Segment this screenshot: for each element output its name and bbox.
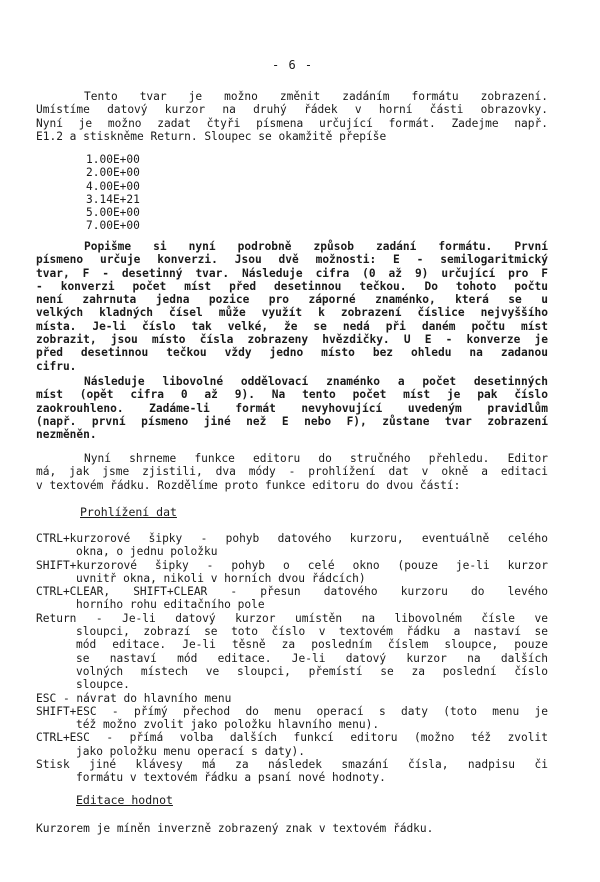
list-item <box>36 559 548 586</box>
list-item <box>36 731 548 758</box>
value-item: 3.14E+21 <box>86 192 140 206</box>
paragraph-decimal-places <box>36 375 548 441</box>
text-line: Popišme si nyní podrobně způsob zadání formátu. První <box>84 240 548 253</box>
list-item <box>36 532 548 559</box>
value-item: 7.00E+00 <box>86 219 140 233</box>
text-line: - konverzi počet míst před desetinnou tečkou. Do tohoto počtu <box>36 279 548 293</box>
text-line: míst (opět cifra 0 až 9). Na tento počet míst je pak číslo <box>36 388 548 402</box>
item-continuation: sloupce. <box>76 678 130 692</box>
value-item: 2.00E+00 <box>86 166 140 180</box>
text-line: cifru. <box>36 359 77 373</box>
section-heading-editing: Editace hodnot <box>76 793 173 807</box>
item-first-line: Return - Je-li datový kurzor umístěn na libovolném čísle ve <box>36 611 548 625</box>
value-item: 5.00E+00 <box>86 206 140 220</box>
item-continuation: též možno zvolit jako položku hlavního menu). <box>76 718 380 732</box>
item-first-line: SHIFT+ESC - přímý přechod do menu operací s daty (toto menu je <box>36 704 548 718</box>
text-line: místa. Je-li číslo tak velké, že se nedá při daném počtu míst <box>36 319 548 333</box>
value-column <box>86 153 140 233</box>
item-continuation: uvnitř okna, nikoli v horních dvou řádcích) <box>76 571 366 585</box>
paragraph-editor-summary <box>36 452 548 492</box>
key-function-list <box>36 532 548 785</box>
text-line: má, jak jsme zjistili, dva módy - prohlížení dat v okně a editaci <box>36 465 548 479</box>
item-continuation: horního rohu editačního pole <box>76 598 265 612</box>
value-item: 1.00E+00 <box>86 153 140 166</box>
list-item <box>36 705 548 732</box>
item-continuation: se nastaví mód editace. Je-li datový kurzor na dalších <box>76 651 548 665</box>
text-line: Umístíme datový kurzor na druhý řádek v horní části obrazovky. <box>36 103 548 117</box>
text-line: není zahrnuta jedna pozice pro záporné znaménko, která se u <box>36 293 548 307</box>
text-line: před desetinnou tečkou vždy jedno místo bez ohledu na zadanou <box>36 346 548 360</box>
item-continuation: okna, o jednu položku <box>76 545 218 559</box>
text-line: Tento tvar je možno změnit zadáním formátu zobrazení. <box>84 90 548 103</box>
text-line: zaokrouhleno. Zadáme-li formát nevyhovující uvedeným pravidlům <box>36 401 548 415</box>
text-line: zobrazit, jsou místo čísla zobrazeny hvězdičky. U E - konverze je <box>36 333 548 347</box>
list-item <box>36 585 548 612</box>
list-item <box>36 758 548 785</box>
paragraph-cursor-note <box>36 822 548 835</box>
item-continuation: jako položku menu operací s daty). <box>76 744 306 758</box>
item-first-line: CTRL+kurzorové šipky - pohyb datového kurzoru, eventuálně celého <box>36 532 548 545</box>
text-line: E1.2 a stiskněme Return. Sloupec se okamžitě přepíše <box>36 129 387 143</box>
item-first-line: Stisk jiné klávesy má za následek smazání čísla, nadpisu či <box>36 758 548 772</box>
value-item: 4.00E+00 <box>86 179 140 193</box>
item-continuation: mód editace. Je-li těsně za posledním číslem sloupce, pouze <box>76 638 548 652</box>
text-line: Následuje libovolné oddělovací znaménko a počet desetinných <box>84 375 548 388</box>
paragraph-format-description <box>36 240 548 373</box>
list-item <box>36 692 548 705</box>
text-line: Nyní shrneme funkce editoru do stručného přehledu. Editor <box>84 452 548 465</box>
text-line: (např. první písmeno jiné než E nebo F), zůstane tvar zobrazení <box>36 414 548 428</box>
text-line: v textovém řádku. Rozdělíme proto funkce editoru do dvou částí: <box>36 478 461 492</box>
section-heading-browsing: Prohlížení dat <box>80 505 177 519</box>
text-line: písmeno určuje konverzi. Jsou dvě možnosti: E - semilogaritmický <box>36 253 548 267</box>
list-item <box>36 612 548 692</box>
paragraph-format-intro <box>36 90 548 143</box>
item-first-line: ESC - návrat do hlavního menu <box>36 691 232 705</box>
item-first-line: CTRL+CLEAR, SHIFT+CLEAR - přesun datového kurzoru do levého <box>36 585 548 599</box>
item-first-line: SHIFT+kurzorové šipky - pohyb o celé okno (pouze je-li kurzor <box>36 558 548 572</box>
text-line: velkých kladných čísel může využít k zobrazení číslice nejvyššího <box>36 306 548 320</box>
item-continuation: volných místech ve sloupci, přemístí se za poslední číslo <box>76 664 548 678</box>
text-line: Kurzorem je míněn inverzně zobrazený znak v textovém řádku. <box>36 822 434 835</box>
item-first-line: CTRL+ESC - přímá volba dalších funkcí editoru (možno též zvolit <box>36 731 548 745</box>
text-line: tvar, F - desetinný tvar. Následuje cifra (0 až 9) určující pro F <box>36 266 548 280</box>
text-line: Nyní je možno zadat čtyři písmena určující formát. Zadejme např. <box>36 116 548 130</box>
item-continuation: formátu v textovém řádku a psaní nové hodnoty. <box>76 771 386 785</box>
item-continuation: sloupci, zobrazí se toto číslo v textovém řádku a nastaví se <box>76 625 548 639</box>
page-number: - 6 - <box>272 58 314 72</box>
text-line: nezměněn. <box>36 428 97 442</box>
